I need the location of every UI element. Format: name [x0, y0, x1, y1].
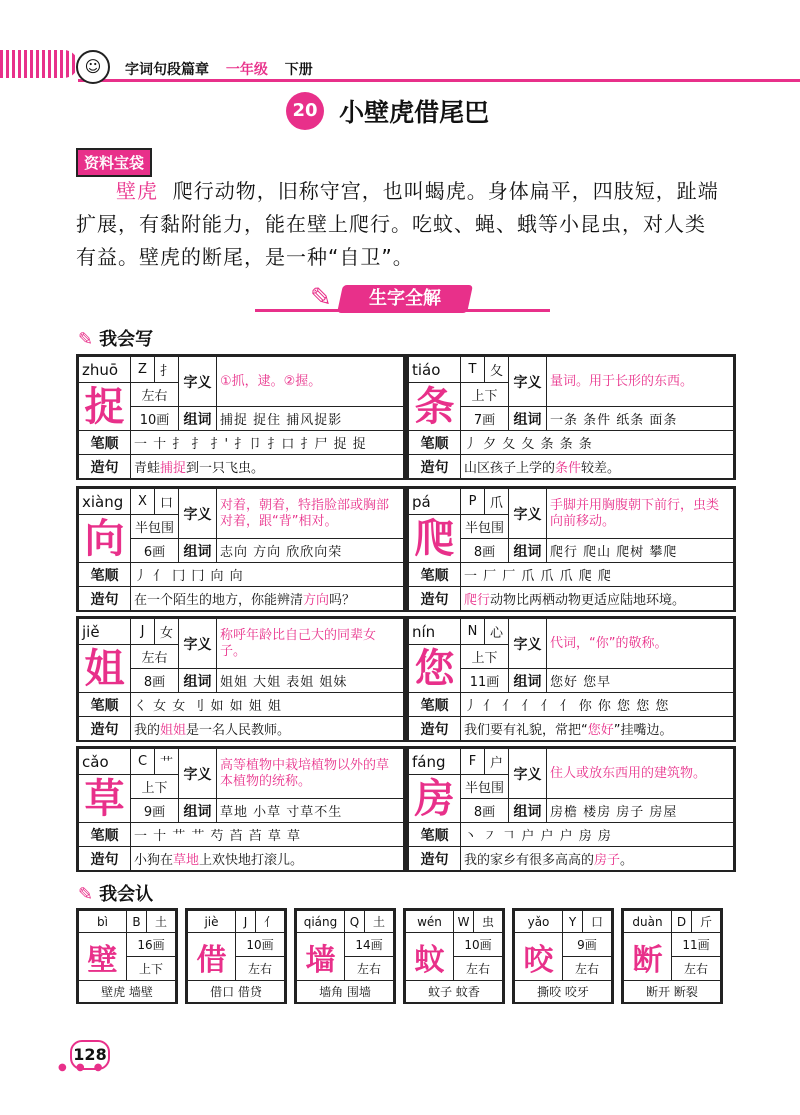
banner-label: 生字全解 [369, 288, 441, 309]
pencil-icon: ✎ [310, 283, 332, 313]
sentence-label: 造句 [409, 587, 461, 611]
pencil-small-icon: ✎ [78, 329, 94, 350]
lesson-heading [286, 92, 489, 132]
stroke-order: 一 十 扌 扌 扌' 扌卩 扌口 扌尸 捉 捉 [131, 431, 404, 455]
sentence: 我的家乡有很多高高的房子。 [461, 847, 734, 871]
stroke-order-label: 笔顺 [79, 823, 131, 847]
volume: 下册 [284, 62, 313, 78]
meaning: 手脚并用胸腹朝下前行，虫类向前移动。 [547, 489, 734, 539]
stroke-order: 一 厂 厂 爪 爪 爪 爬 爬 [461, 563, 734, 587]
section-banner [337, 285, 473, 313]
words: 草地 小草 寸草不生 [217, 799, 404, 823]
initial-letter: Y [563, 911, 583, 933]
meaning: 住人或放东西用的建筑物。 [547, 749, 734, 799]
recognize-card [403, 908, 505, 1004]
meaning-label: 字义 [509, 489, 547, 539]
words-label: 组词 [509, 539, 547, 563]
lesson-title: 小壁虎借尾巴 [339, 98, 490, 127]
sentence-highlight: 方向 [303, 593, 330, 608]
stroke-count: 10画 [236, 933, 285, 957]
initial-letter: C [131, 749, 155, 775]
radical: 口 [583, 911, 612, 933]
initial-letter: J [236, 911, 256, 933]
stroke-count: 8画 [461, 799, 509, 823]
stroke-count: 14画 [345, 933, 394, 957]
sentence-label: 造句 [79, 847, 131, 871]
words: 一条 条件 纸条 面条 [547, 407, 734, 431]
write-card [76, 746, 406, 872]
words: 爬行 爬山 爬树 攀爬 [547, 539, 734, 563]
meaning: 称呼年龄比自己大的同辈女子。 [217, 619, 404, 669]
pinyin: xiàng [79, 489, 131, 515]
words: 断开 断裂 [624, 981, 721, 1003]
words-label: 组词 [179, 407, 217, 431]
series-name: 字词句段篇章 [125, 62, 209, 78]
stroke-order: 丿 亻 冂 冂 向 向 [131, 563, 404, 587]
sentence: 青蛙捕捉到一只飞虫。 [131, 455, 404, 479]
radical: 土 [147, 911, 176, 933]
stroke-count: 10画 [131, 407, 179, 431]
pinyin: wén [406, 911, 454, 933]
radical: 扌 [155, 357, 179, 383]
words-label: 组词 [179, 799, 217, 823]
pinyin: tiáo [409, 357, 461, 383]
stroke-count: 11画 [461, 669, 509, 693]
character: 借 [188, 933, 236, 981]
sentence: 我的姐姐是一名人民教师。 [131, 717, 404, 741]
pinyin: jiě [79, 619, 131, 645]
initial-letter: X [131, 489, 155, 515]
stroke-order-label: 笔顺 [409, 693, 461, 717]
words: 借口 借贷 [188, 981, 285, 1003]
sentence-highlight: 捕捉 [160, 461, 187, 476]
structure: 上下 [461, 645, 509, 669]
character: 咬 [515, 933, 563, 981]
sentence-highlight: 爬行 [464, 593, 491, 608]
stroke-order-label: 笔顺 [409, 431, 461, 455]
radical: 夂 [485, 357, 509, 383]
info-term: 壁虎 [116, 179, 158, 203]
sentence: 小狗在草地上欢快地打滚儿。 [131, 847, 404, 871]
structure: 半包围 [461, 775, 509, 799]
page-dots: ● ● ● [58, 1062, 106, 1073]
pencil-small-icon: ✎ [78, 884, 94, 905]
initial-letter: Q [345, 911, 365, 933]
radical: 土 [365, 911, 394, 933]
sentence-highlight: 房子 [594, 853, 621, 868]
stroke-order-label: 笔顺 [79, 693, 131, 717]
recognize-card [294, 908, 396, 1004]
stroke-count: 16画 [127, 933, 176, 957]
sentence-highlight: 您好 [587, 723, 614, 738]
info-paragraph [76, 175, 726, 274]
meaning: 量词。用于长形的东西。 [547, 357, 734, 407]
sentence-label: 造句 [409, 455, 461, 479]
write-card [406, 616, 736, 742]
header-stripe [0, 50, 78, 78]
words: 房檐 楼房 房子 房屋 [547, 799, 734, 823]
header-rule [78, 79, 800, 82]
character: 您 [409, 645, 461, 693]
words-label: 组词 [179, 539, 217, 563]
character: 蚊 [406, 933, 454, 981]
stroke-count: 10画 [454, 933, 503, 957]
words: 您好 您早 [547, 669, 734, 693]
pinyin: bì [79, 911, 127, 933]
structure: 左右 [563, 957, 612, 981]
words: 壁虎 墙壁 [79, 981, 176, 1003]
write-card [406, 746, 736, 872]
recognize-card [76, 908, 178, 1004]
radical: 心 [485, 619, 509, 645]
stroke-order-label: 笔顺 [409, 823, 461, 847]
sentence-label: 造句 [79, 455, 131, 479]
stroke-order-label: 笔顺 [79, 563, 131, 587]
structure: 左右 [131, 383, 179, 407]
pinyin: duàn [624, 911, 672, 933]
info-label: 资料宝袋 [76, 148, 152, 177]
stroke-order: 丿 夕 夂 夂 条 条 条 [461, 431, 734, 455]
character: 草 [79, 775, 131, 823]
structure: 上下 [131, 775, 179, 799]
character: 条 [409, 383, 461, 431]
sentence-label: 造句 [409, 717, 461, 741]
sentence-highlight: 姐姐 [160, 723, 187, 738]
stroke-order: 丶 ㇇ 𠃍 户 户 户 房 房 [461, 823, 734, 847]
recognize-card [512, 908, 614, 1004]
pinyin: nín [409, 619, 461, 645]
header-text [125, 59, 325, 79]
pinyin: qiáng [297, 911, 345, 933]
write-card [76, 616, 406, 742]
recognize-section-title: ✎ 我会认 [78, 884, 154, 905]
stroke-order: 丿 亻 亻 亻 亻 亻 你 你 您 您 您 [461, 693, 734, 717]
meaning: 高等植物中栽培植物以外的草本植物的统称。 [217, 749, 404, 799]
character: 壁 [79, 933, 127, 981]
initial-letter: F [461, 749, 485, 775]
structure: 左右 [454, 957, 503, 981]
initial-letter: P [461, 489, 485, 515]
stroke-count: 11画 [672, 933, 721, 957]
radical: 爪 [485, 489, 509, 515]
initial-letter: Z [131, 357, 155, 383]
structure: 左右 [131, 645, 179, 669]
sentence-highlight: 草地 [173, 853, 200, 868]
sentence: 我们要有礼貌，常把“您好”挂嘴边。 [461, 717, 734, 741]
stroke-count: 9画 [131, 799, 179, 823]
page-number: 128 [70, 1040, 110, 1070]
stroke-count: 7画 [461, 407, 509, 431]
stroke-order: く 女 女 刂 如 如 姐 姐 [131, 693, 404, 717]
meaning: 代词，“你”的敬称。 [547, 619, 734, 669]
stroke-order-label: 笔顺 [79, 431, 131, 455]
words-label: 组词 [509, 407, 547, 431]
character: 向 [79, 515, 131, 563]
pinyin: jiè [188, 911, 236, 933]
sentence-label: 造句 [409, 847, 461, 871]
pinyin: cǎo [79, 749, 131, 775]
meaning-label: 字义 [179, 749, 217, 799]
character: 房 [409, 775, 461, 823]
stroke-order: 一 十 艹 艹 芍 苩 苩 草 草 [131, 823, 404, 847]
radical: 亻 [256, 911, 285, 933]
radical: 虫 [474, 911, 503, 933]
meaning: 对着，朝着，特指脸部或胸部对着，跟“背”相对。 [217, 489, 404, 539]
words: 姐姐 大姐 表姐 姐妹 [217, 669, 404, 693]
character: 爬 [409, 515, 461, 563]
radical: 口 [155, 489, 179, 515]
grade: 一年级 [225, 62, 268, 78]
character: 姐 [79, 645, 131, 693]
initial-letter: B [127, 911, 147, 933]
write-card [406, 486, 736, 612]
structure: 半包围 [461, 515, 509, 539]
structure: 上下 [461, 383, 509, 407]
words-label: 组词 [179, 669, 217, 693]
sentence: 爬行动物比两栖动物更适应陆地环境。 [461, 587, 734, 611]
initial-letter: W [454, 911, 474, 933]
character: 捉 [79, 383, 131, 431]
write-card [76, 486, 406, 612]
meaning-label: 字义 [509, 357, 547, 407]
radical: 艹 [155, 749, 179, 775]
sentence-label: 造句 [79, 717, 131, 741]
structure: 左右 [345, 957, 394, 981]
initial-letter: N [461, 619, 485, 645]
character: 断 [624, 933, 672, 981]
lesson-number: 20 [286, 92, 324, 130]
structure: 左右 [236, 957, 285, 981]
recognize-card [185, 908, 287, 1004]
pinyin: zhuō [79, 357, 131, 383]
sentence-label: 造句 [79, 587, 131, 611]
cartoon-logo-icon: ☺ [76, 50, 110, 84]
write-card [76, 354, 406, 480]
words-label: 组词 [509, 799, 547, 823]
pinyin: yǎo [515, 911, 563, 933]
stroke-order-label: 笔顺 [409, 563, 461, 587]
sentence-highlight: 条件 [555, 461, 582, 476]
words: 墙角 围墙 [297, 981, 394, 1003]
write-section-title: ✎ 我会写 [78, 329, 154, 350]
initial-letter: D [672, 911, 692, 933]
initial-letter: J [131, 619, 155, 645]
structure: 上下 [127, 957, 176, 981]
meaning-label: 字义 [509, 749, 547, 799]
character: 墙 [297, 933, 345, 981]
words-label: 组词 [509, 669, 547, 693]
structure: 半包围 [131, 515, 179, 539]
sentence: 山区孩子上学的条件较差。 [461, 455, 734, 479]
radical: 女 [155, 619, 179, 645]
sentence: 在一个陌生的地方，你能辨清方向吗？ [131, 587, 404, 611]
meaning-label: 字义 [179, 489, 217, 539]
words: 志向 方向 欣欣向荣 [217, 539, 404, 563]
recognize-card [621, 908, 723, 1004]
meaning-label: 字义 [179, 619, 217, 669]
stroke-count: 8画 [461, 539, 509, 563]
words: 捕捉 捉住 捕风捉影 [217, 407, 404, 431]
pinyin: fáng [409, 749, 461, 775]
stroke-count: 6画 [131, 539, 179, 563]
radical: 户 [485, 749, 509, 775]
stroke-count: 9画 [563, 933, 612, 957]
stroke-count: 8画 [131, 669, 179, 693]
initial-letter: T [461, 357, 485, 383]
words: 撕咬 咬牙 [515, 981, 612, 1003]
meaning-label: 字义 [509, 619, 547, 669]
structure: 左右 [672, 957, 721, 981]
write-card [406, 354, 736, 480]
words: 蚊子 蚊香 [406, 981, 503, 1003]
radical: 斤 [692, 911, 721, 933]
pinyin: pá [409, 489, 461, 515]
info-body: 爬行动物，旧称守宫，也叫蝎虎。身体扁平，四肢短，趾端扩展，有黏附能力，能在壁上爬行。吃蚊、蝇、蛾等小昆虫，对人类有益。壁虎的断尾，是一种“自卫”。 [76, 179, 719, 269]
meaning: ①抓，逮。②握。 [217, 357, 404, 407]
meaning-label: 字义 [179, 357, 217, 407]
